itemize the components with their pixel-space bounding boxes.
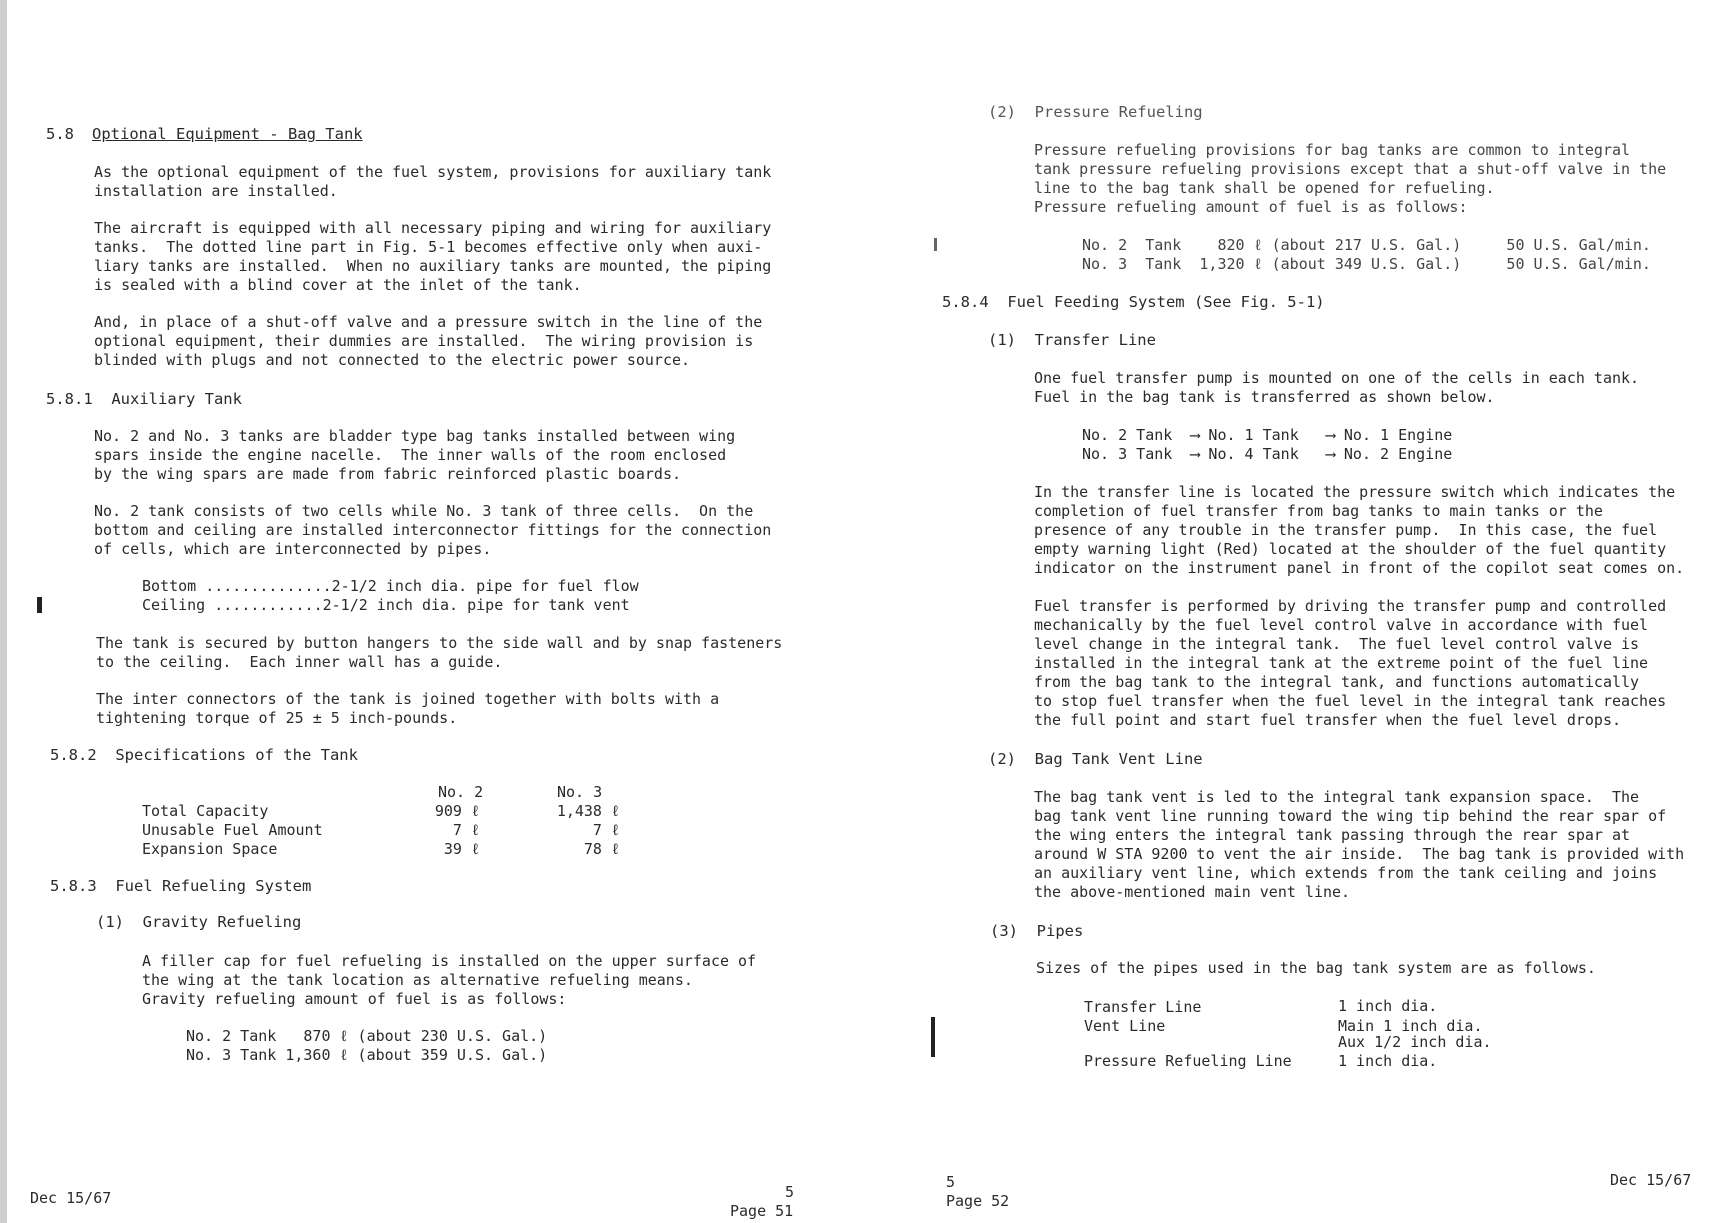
item-heading: (3) Pipes [990,922,1084,940]
paragraph-line: Pressure refueling provisions for bag tanks are common to integral [1034,141,1631,159]
item-heading: (2) Bag Tank Vent Line [988,750,1203,768]
revision-bar [931,1017,935,1057]
section-number: 5.8 [46,125,74,143]
cell-value: 1,438 ℓ [556,802,620,820]
paragraph-line: by the wing spars are made from fabric reinforced plastic boards. [94,465,681,483]
section-title: Optional Equipment - Bag Tank [92,125,363,143]
cell-value: Aux 1/2 inch dia. [1338,1033,1492,1051]
quantity-line: No. 2 Tank 820 ℓ (about 217 U.S. Gal.) 50 U.S. Gal/min. [1082,236,1651,254]
paragraph-line: As the optional equipment of the fuel system, provisions for auxiliary tank [94,163,772,181]
flow-line: No. 3 Tank ⟶ No. 4 Tank ⟶ No. 2 Engine [1082,445,1453,463]
subsection-heading: 5.8.1 Auxiliary Tank [46,390,242,408]
subsection-heading: 5.8.3 Fuel Refueling System [50,877,312,895]
paragraph-line: blinded with plugs and not connected to the electric power source. [94,351,691,369]
footer-date: Dec 15/67 [1610,1171,1692,1189]
paragraph-line: Fuel in the bag tank is transferred as shown below. [1034,388,1495,406]
footer-chapter: 5 [946,1173,956,1191]
subsection-heading: 5.8.2 Specifications of the Tank [50,746,358,764]
paragraph-line: to the ceiling. Each inner wall has a guide. [96,653,503,671]
paragraph-line: The inter connectors of the tank is joined together with bolts with a [96,690,720,708]
paragraph-line: No. 2 tank consists of two cells while No. 3 tank of three cells. On the [94,502,754,520]
item-heading: (2) Pressure Refueling [988,103,1203,121]
row-label: Transfer Line [1084,998,1202,1016]
paragraph-line: line to the bag tank shall be opened for refueling. [1034,179,1495,197]
cell-value: 7 ℓ [592,821,620,839]
paragraph-line: A filler cap for fuel refueling is installed on the upper surface of [142,952,757,970]
cell-value: 39 ℓ [443,840,480,858]
paragraph-line: the wing enters the integral tank passing through the rear spar at [1034,826,1631,844]
paragraph-line: Fuel transfer is performed by driving the transfer pump and controlled [1034,597,1667,615]
revision-bar [934,238,937,251]
paragraph-line: The aircraft is equipped with all necessary piping and wiring for auxiliary [94,219,772,237]
paragraph-line: The tank is secured by button hangers to the side wall and by snap fasteners [96,634,783,652]
paragraph-line: One fuel transfer pump is mounted on one of the cells in each tank. [1034,369,1640,387]
item-heading: (1) Transfer Line [988,331,1156,349]
paragraph-line: liary tanks are installed. When no auxiliary tanks are mounted, the piping [94,257,772,275]
column-header: No. 2 [438,783,484,801]
paragraph-line: The bag tank vent is led to the integral tank expansion space. The [1034,788,1640,806]
footer-date: Dec 15/67 [30,1189,112,1207]
paragraph-line: No. 2 and No. 3 tanks are bladder type bag tanks installed between wing [94,427,736,445]
cell-value: 7 ℓ [452,821,480,839]
cell-value: 909 ℓ [434,802,480,820]
paragraph-line: completion of fuel transfer from bag tanks to main tanks or the [1034,502,1603,520]
footer-page: Page 52 [946,1192,1010,1210]
cell-value: 1 inch dia. [1338,997,1438,1015]
column-header: No. 3 [557,783,603,801]
paragraph-line: an auxiliary vent line, which extends from the tank ceiling and joins [1034,864,1658,882]
paragraph-line: installation are installed. [94,182,338,200]
paragraph-line: tightening torque of 25 ± 5 inch-pounds. [96,709,458,727]
revision-bar [37,597,42,613]
item-heading: (1) Gravity Refueling [96,913,302,931]
subsection-heading: 5.8.4 Fuel Feeding System (See Fig. 5-1) [942,293,1325,311]
paragraph-line: to stop fuel transfer when the fuel level in the integral tank reaches [1034,692,1667,710]
row-label: Unusable Fuel Amount [142,821,323,839]
paragraph-line: optional equipment, their dummies are installed. The wiring provision is [94,332,754,350]
page-52 [868,0,1736,1223]
row-label: Vent Line [1084,1017,1166,1035]
paragraph-line: indicator on the instrument panel in front of the copilot seat comes on. [1034,559,1685,577]
paragraph-line: the above-mentioned main vent line. [1034,883,1351,901]
paragraph-line: tanks. The dotted line part in Fig. 5-1 becomes effective only when auxi- [94,238,763,256]
footer-page: Page 51 [730,1202,794,1220]
cell-value: 1 inch dia. [1338,1052,1438,1070]
quantity-line: No. 3 Tank 1,320 ℓ (about 349 U.S. Gal.) 50 U.S. Gal/min. [1082,255,1651,273]
paragraph-line: spars inside the engine nacelle. The inner walls of the room enclosed [94,446,727,464]
paragraph-line: around W STA 9200 to vent the air inside. The bag tank is provided with [1034,845,1685,863]
paragraph-line: In the transfer line is located the pressure switch which indicates the [1034,483,1676,501]
paragraph-line: presence of any trouble in the transfer pump. In this case, the fuel [1034,521,1658,539]
paragraph-line: Gravity refueling amount of fuel is as follows: [142,990,567,1008]
cell-value: Main 1 inch dia. [1338,1017,1483,1035]
row-label: Total Capacity [142,802,269,820]
row-label: Expansion Space [142,840,278,858]
paragraph-line: bag tank vent line running toward the wing tip behind the rear spar of [1034,807,1667,825]
flow-line: No. 2 Tank ⟶ No. 1 Tank ⟶ No. 1 Engine [1082,426,1453,444]
footer-chapter: 5 [785,1183,795,1201]
quantity-line: No. 3 Tank 1,360 ℓ (about 359 U.S. Gal.) [186,1046,548,1064]
paragraph-line: And, in place of a shut-off valve and a pressure switch in the line of the [94,313,763,331]
paragraph-line: the wing at the tank location as alternative refueling means. [142,971,693,989]
paragraph-line: Pressure refueling amount of fuel is as follows: [1034,198,1468,216]
paragraph-line: Sizes of the pipes used in the bag tank system are as follows. [1036,959,1596,977]
paragraph-line: level change in the integral tank. The fuel level control valve is [1034,635,1640,653]
paragraph-line: from the bag tank to the integral tank, and functions automatically [1034,673,1640,691]
paragraph-line: empty warning light (Red) located at the shoulder of the fuel quantity [1034,540,1667,558]
pipe-spec-line: Bottom ..............2-1/2 inch dia. pipe for fuel flow [142,577,639,595]
paragraph-line: installed in the integral tank at the extreme point of the fuel line [1034,654,1649,672]
paragraph-line: the full point and start fuel transfer when the fuel level drops. [1034,711,1621,729]
quantity-line: No. 2 Tank 870 ℓ (about 230 U.S. Gal.) [186,1027,548,1045]
paragraph-line: tank pressure refueling provisions except that a shut-off valve in the [1034,160,1667,178]
row-label: Pressure Refueling Line [1084,1052,1292,1070]
paragraph-line: of cells, which are interconnected by pipes. [94,540,492,558]
pipe-spec-line: Ceiling ............2-1/2 inch dia. pipe for tank vent [142,596,630,614]
paragraph-line: is sealed with a blind cover at the inlet of the tank. [94,276,582,294]
paragraph-line: mechanically by the fuel level control valve in accordance with fuel [1034,616,1649,634]
paragraph-line: bottom and ceiling are installed interconnector fittings for the connection [94,521,772,539]
cell-value: 78 ℓ [583,840,620,858]
